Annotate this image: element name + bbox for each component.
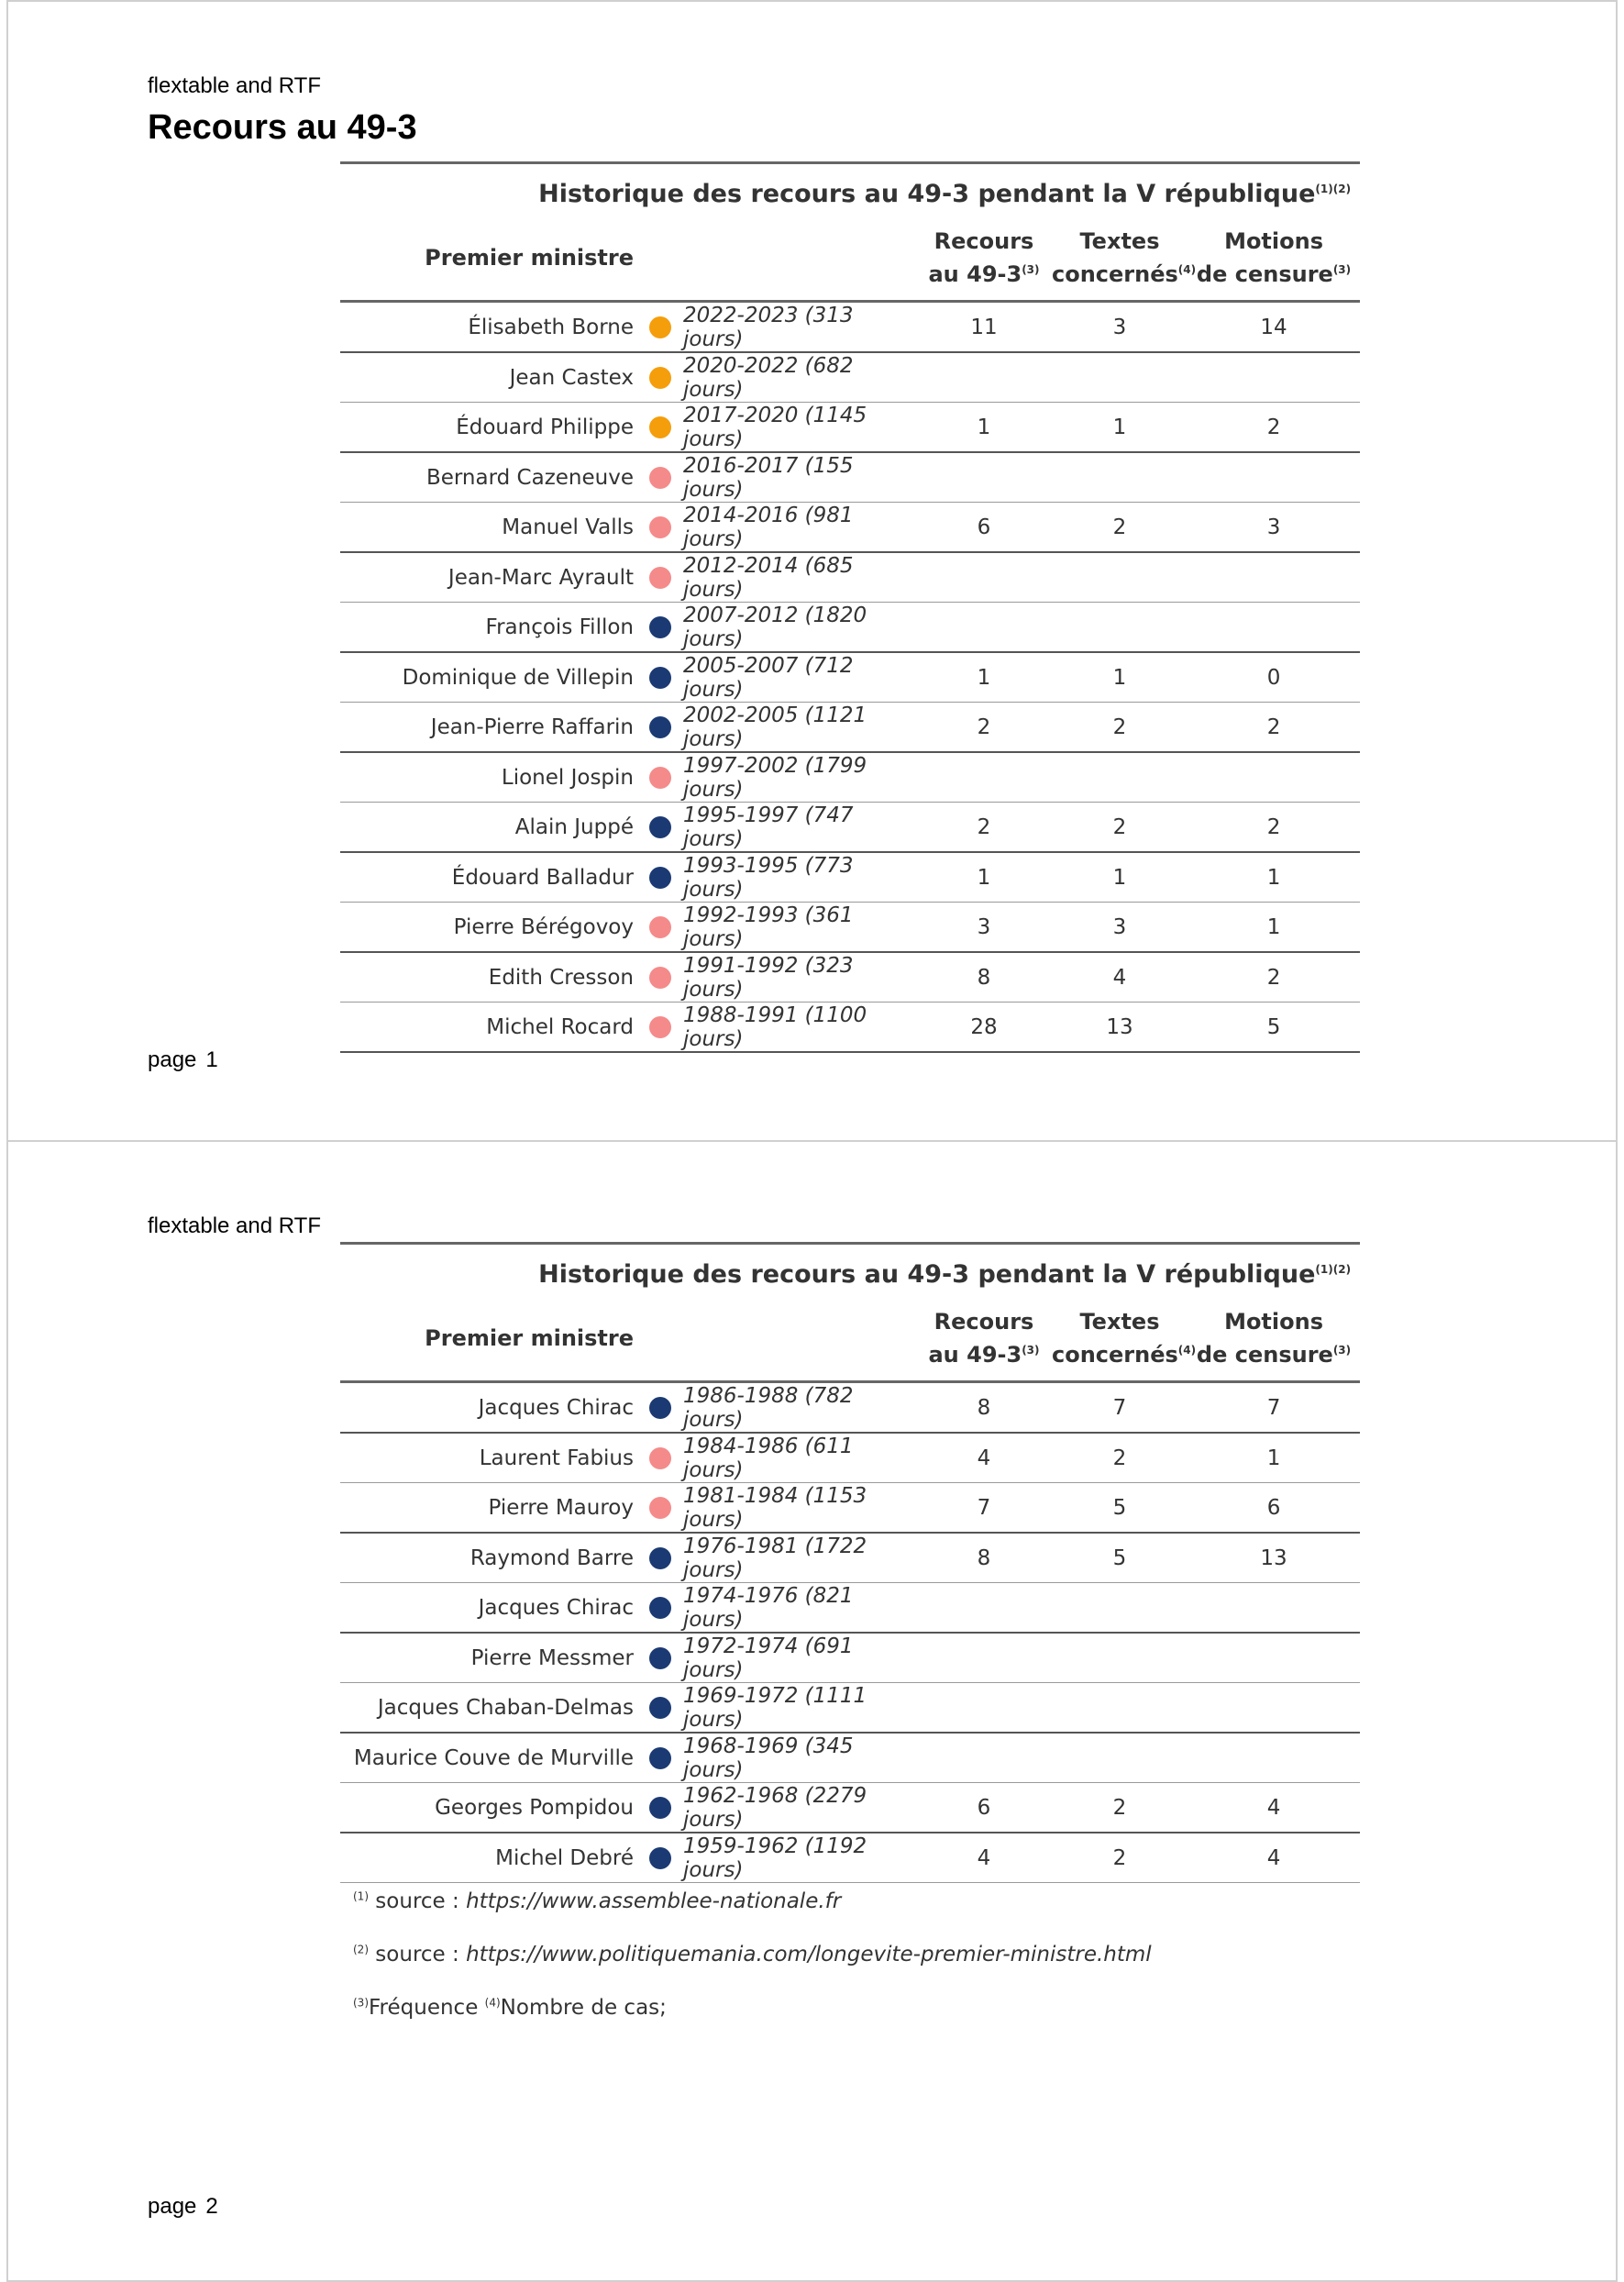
table-page-2 (340, 1242, 1360, 1883)
party-color-dot (649, 967, 671, 989)
party-dot (643, 1783, 678, 1833)
textes-count (1052, 1633, 1188, 1683)
page-header: flextable and RTF (148, 1213, 321, 1238)
motions-count: 1 (1188, 1433, 1360, 1483)
table-row (340, 1433, 1360, 1483)
motions-count: 2 (1188, 803, 1360, 853)
party-dot (643, 1483, 678, 1534)
party-dot (643, 1633, 678, 1683)
motions-count: 2 (1188, 703, 1360, 753)
minister-name: Edith Cresson (340, 952, 643, 1003)
party-dot (643, 1833, 678, 1883)
term-period: 2005-2007 (712 jours) (678, 652, 916, 703)
textes-count: 1 (1052, 652, 1188, 703)
motions-count: 3 (1188, 503, 1360, 553)
motions-count (1188, 1683, 1360, 1734)
party-color-dot (649, 1797, 671, 1819)
motions-count: 4 (1188, 1783, 1360, 1833)
page-header: flextable and RTF (148, 73, 321, 98)
minister-name: Raymond Barre (340, 1533, 643, 1583)
term-period: 2002-2005 (1121 jours) (678, 703, 916, 753)
party-dot (643, 1733, 678, 1783)
motions-count: 1 (1188, 852, 1360, 903)
party-color-dot (649, 1697, 671, 1719)
column-header-textes: Textes concernés$^{(4)}$ (1052, 219, 1188, 302)
table-row (340, 302, 1360, 353)
table-row (340, 952, 1360, 1003)
term-period: 1972-1974 (691 jours) (678, 1633, 916, 1683)
recours-count (916, 603, 1052, 653)
minister-name: Bernard Cazeneuve (340, 452, 643, 503)
party-color-dot (649, 767, 671, 789)
recours-count (916, 352, 1052, 403)
term-period: 2007-2012 (1820 jours) (678, 603, 916, 653)
minister-name: Jacques Chaban-Delmas (340, 1683, 643, 1734)
page-number: page 1 (148, 1047, 218, 1072)
party-color-dot (649, 1597, 671, 1619)
textes-count: 5 (1052, 1483, 1188, 1534)
textes-count: 5 (1052, 1533, 1188, 1583)
textes-count: 3 (1052, 903, 1188, 953)
party-color-dot (649, 616, 671, 638)
term-period: 1988-1991 (1100 jours) (678, 1003, 916, 1053)
term-period: 1976-1981 (1722 jours) (678, 1533, 916, 1583)
party-color-dot (649, 467, 671, 489)
textes-count (1052, 1733, 1188, 1783)
table-row (340, 903, 1360, 953)
minister-name: Michel Rocard (340, 1003, 643, 1053)
party-dot (643, 903, 678, 953)
textes-count: 13 (1052, 1003, 1188, 1053)
recours-count: 11 (916, 302, 1052, 353)
party-dot (643, 752, 678, 803)
footnote-3-4: $^{(3)}$Fréquence $^{(4)}$Nombre de cas; (353, 1996, 667, 2020)
party-color-dot (649, 516, 671, 538)
footnote-2: $^{(2)}$ source : https://www.politiquemania.com/longevite-premier-ministre.html (353, 1943, 1152, 1966)
party-color-dot (649, 316, 671, 338)
textes-count: 3 (1052, 302, 1188, 353)
party-dot (643, 403, 678, 453)
term-period: 1959-1962 (1192 jours) (678, 1833, 916, 1883)
term-period: 1992-1993 (361 jours) (678, 903, 916, 953)
motions-count (1188, 1583, 1360, 1634)
party-color-dot (649, 667, 671, 689)
party-dot (643, 1683, 678, 1734)
party-dot (643, 503, 678, 553)
party-color-dot (649, 867, 671, 889)
minister-name: Pierre Messmer (340, 1633, 643, 1683)
table-row (340, 1783, 1360, 1833)
party-color-dot (649, 1497, 671, 1519)
textes-count (1052, 752, 1188, 803)
term-period: 2014-2016 (981 jours) (678, 503, 916, 553)
minister-name: Édouard Balladur (340, 852, 643, 903)
minister-name: Jacques Chirac (340, 1583, 643, 1634)
textes-count: 2 (1052, 503, 1188, 553)
motions-count (1188, 603, 1360, 653)
recours-count: 28 (916, 1003, 1052, 1053)
minister-name: Jean-Pierre Raffarin (340, 703, 643, 753)
minister-name: Dominique de Villepin (340, 652, 643, 703)
motions-count: 2 (1188, 403, 1360, 453)
table-caption: Historique des recours au 49-3 pendant la V république$^{(1)(2)}$ (340, 1244, 1360, 1301)
minister-name: Jacques Chirac (340, 1382, 643, 1434)
party-dot (643, 852, 678, 903)
term-period: 1984-1986 (611 jours) (678, 1433, 916, 1483)
textes-count: 2 (1052, 703, 1188, 753)
column-header-motions: Motions de censure$^{(3)}$ (1188, 219, 1360, 302)
motions-count: 14 (1188, 302, 1360, 353)
table-row (340, 352, 1360, 403)
party-color-dot (649, 1016, 671, 1038)
column-header-textes: Textes concernés$^{(4)}$ (1052, 1300, 1188, 1382)
party-color-dot (649, 367, 671, 389)
table-caption: Historique des recours au 49-3 pendant la V république$^{(1)(2)}$ (340, 163, 1360, 220)
table-row (340, 652, 1360, 703)
recours-count: 3 (916, 903, 1052, 953)
motions-count (1188, 352, 1360, 403)
table-row (340, 703, 1360, 753)
table-row (340, 1633, 1360, 1683)
party-dot (643, 652, 678, 703)
recours-count (916, 752, 1052, 803)
party-color-dot (649, 1647, 671, 1669)
textes-count (1052, 603, 1188, 653)
term-period: 1997-2002 (1799 jours) (678, 752, 916, 803)
term-period: 1969-1972 (1111 jours) (678, 1683, 916, 1734)
recours-count: 1 (916, 652, 1052, 703)
table-row (340, 1483, 1360, 1534)
party-dot (643, 452, 678, 503)
table-row (340, 403, 1360, 453)
column-header-recours: Recours au 49-3$^{(3)}$ (916, 1300, 1052, 1382)
recours-count: 6 (916, 1783, 1052, 1833)
minister-name: Jean-Marc Ayrault (340, 552, 643, 603)
recours-count: 7 (916, 1483, 1052, 1534)
recours-count: 8 (916, 952, 1052, 1003)
motions-count: 0 (1188, 652, 1360, 703)
party-color-dot (649, 716, 671, 738)
minister-name: Édouard Philippe (340, 403, 643, 453)
table-row (340, 452, 1360, 503)
table-row (340, 552, 1360, 603)
column-header-name: Premier ministre (340, 219, 643, 302)
motions-count: 6 (1188, 1483, 1360, 1534)
minister-name: Pierre Bérégovoy (340, 903, 643, 953)
term-period: 1981-1984 (1153 jours) (678, 1483, 916, 1534)
textes-count: 2 (1052, 1783, 1188, 1833)
textes-count: 1 (1052, 403, 1188, 453)
footnote-1: $^{(1)}$ source : https://www.assemblee-nationale.fr (353, 1889, 842, 1913)
party-dot (643, 552, 678, 603)
motions-count (1188, 1733, 1360, 1783)
party-dot (643, 1583, 678, 1634)
page-1 (6, 0, 1618, 1143)
textes-count: 2 (1052, 803, 1188, 853)
recours-count (916, 1633, 1052, 1683)
motions-count: 5 (1188, 1003, 1360, 1053)
recours-count (916, 1583, 1052, 1634)
page-number: page 2 (148, 2194, 218, 2219)
term-period: 2016-2017 (155 jours) (678, 452, 916, 503)
minister-name: François Fillon (340, 603, 643, 653)
recours-count: 6 (916, 503, 1052, 553)
minister-name: Lionel Jospin (340, 752, 643, 803)
textes-count (1052, 452, 1188, 503)
party-color-dot (649, 816, 671, 838)
table-row (340, 1733, 1360, 1783)
term-period: 2020-2022 (682 jours) (678, 352, 916, 403)
party-dot (643, 352, 678, 403)
table-row (340, 503, 1360, 553)
party-dot (643, 1382, 678, 1434)
recours-count: 4 (916, 1433, 1052, 1483)
minister-name: Pierre Mauroy (340, 1483, 643, 1534)
term-period: 2022-2023 (313 jours) (678, 302, 916, 353)
table-row (340, 852, 1360, 903)
recours-count: 2 (916, 703, 1052, 753)
party-color-dot (649, 1547, 671, 1569)
column-header-name: Premier ministre (340, 1300, 643, 1382)
textes-count: 1 (1052, 852, 1188, 903)
table-row (340, 752, 1360, 803)
recours-count (916, 1683, 1052, 1734)
recours-count: 1 (916, 852, 1052, 903)
recours-count (916, 452, 1052, 503)
motions-count (1188, 452, 1360, 503)
party-dot (643, 302, 678, 353)
minister-name: Manuel Valls (340, 503, 643, 553)
textes-count (1052, 352, 1188, 403)
party-dot (643, 952, 678, 1003)
term-period: 1974-1976 (821 jours) (678, 1583, 916, 1634)
textes-count (1052, 552, 1188, 603)
motions-count: 7 (1188, 1382, 1360, 1434)
column-header-motions: Motions de censure$^{(3)}$ (1188, 1300, 1360, 1382)
party-dot (643, 603, 678, 653)
term-period: 1986-1988 (782 jours) (678, 1382, 916, 1434)
page-2 (6, 1140, 1618, 2282)
table-row (340, 803, 1360, 853)
party-color-dot (649, 1747, 671, 1769)
recours-count: 2 (916, 803, 1052, 853)
term-period: 1995-1997 (747 jours) (678, 803, 916, 853)
motions-count: 2 (1188, 952, 1360, 1003)
column-header-recours: Recours au 49-3$^{(3)}$ (916, 219, 1052, 302)
textes-count: 7 (1052, 1382, 1188, 1434)
textes-count (1052, 1683, 1188, 1734)
textes-count: 2 (1052, 1833, 1188, 1883)
table-row (340, 1533, 1360, 1583)
table-row (340, 1583, 1360, 1634)
minister-name: Alain Juppé (340, 803, 643, 853)
recours-count: 4 (916, 1833, 1052, 1883)
term-period: 1993-1995 (773 jours) (678, 852, 916, 903)
term-period: 2017-2020 (1145 jours) (678, 403, 916, 453)
document-title: Recours au 49-3 (148, 108, 417, 147)
textes-count: 4 (1052, 952, 1188, 1003)
table-row (340, 1683, 1360, 1734)
party-dot (643, 1003, 678, 1053)
party-color-dot (649, 1397, 671, 1419)
party-color-dot (649, 1847, 671, 1869)
party-dot (643, 1433, 678, 1483)
party-color-dot (649, 916, 671, 938)
motions-count (1188, 752, 1360, 803)
term-period: 2012-2014 (685 jours) (678, 552, 916, 603)
table-row (340, 1003, 1360, 1053)
party-color-dot (649, 1447, 671, 1469)
motions-count (1188, 1633, 1360, 1683)
minister-name: Laurent Fabius (340, 1433, 643, 1483)
recours-count: 8 (916, 1382, 1052, 1434)
term-period: 1962-1968 (2279 jours) (678, 1783, 916, 1833)
recours-count (916, 1733, 1052, 1783)
party-color-dot (649, 416, 671, 438)
motions-count (1188, 552, 1360, 603)
minister-name: Michel Debré (340, 1833, 643, 1883)
recours-count (916, 552, 1052, 603)
party-dot (643, 703, 678, 753)
textes-count: 2 (1052, 1433, 1188, 1483)
table-row (340, 603, 1360, 653)
minister-name: Maurice Couve de Murville (340, 1733, 643, 1783)
recours-count: 8 (916, 1533, 1052, 1583)
minister-name: Élisabeth Borne (340, 302, 643, 353)
table-row (340, 1382, 1360, 1434)
minister-name: Jean Castex (340, 352, 643, 403)
motions-count: 4 (1188, 1833, 1360, 1883)
motions-count: 13 (1188, 1533, 1360, 1583)
minister-name: Georges Pompidou (340, 1783, 643, 1833)
recours-count: 1 (916, 403, 1052, 453)
term-period: 1968-1969 (345 jours) (678, 1733, 916, 1783)
table-row (340, 1833, 1360, 1883)
party-dot (643, 803, 678, 853)
motions-count: 1 (1188, 903, 1360, 953)
party-dot (643, 1533, 678, 1583)
term-period: 1991-1992 (323 jours) (678, 952, 916, 1003)
party-color-dot (649, 567, 671, 589)
textes-count (1052, 1583, 1188, 1634)
table-page-1 (340, 161, 1360, 1053)
